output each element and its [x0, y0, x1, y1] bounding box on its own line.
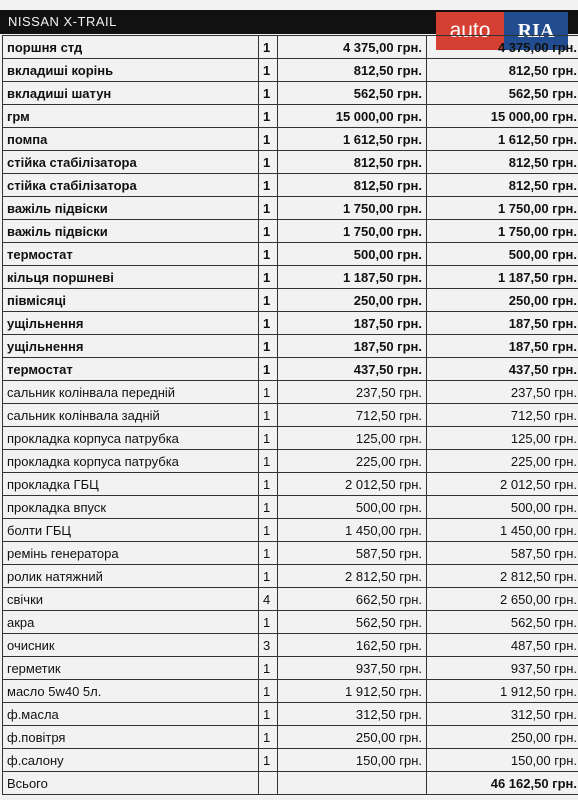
item-qty: 1	[259, 565, 278, 588]
table-row	[3, 473, 578, 496]
item-name: сальник колінвала передній	[3, 381, 259, 404]
item-qty: 1	[259, 128, 278, 151]
item-price: 1 750,00 грн.	[278, 220, 427, 243]
item-total: 500,00 грн.	[427, 496, 578, 519]
table-row	[3, 588, 578, 611]
item-qty: 1	[259, 404, 278, 427]
table-row	[3, 36, 578, 59]
item-name: прокладка впуск	[3, 496, 259, 519]
grand-total: 46 162,50 грн.	[427, 772, 578, 795]
item-price: 125,00 грн.	[278, 427, 427, 450]
item-total: 187,50 грн.	[427, 335, 578, 358]
item-total: 487,50 грн.	[427, 634, 578, 657]
item-name: важіль підвіски	[3, 220, 259, 243]
item-name: ф.повітря	[3, 726, 259, 749]
table-row	[3, 335, 578, 358]
item-price: 712,50 грн.	[278, 404, 427, 427]
item-price: 250,00 грн.	[278, 289, 427, 312]
item-total: 1 750,00 грн.	[427, 197, 578, 220]
item-qty: 1	[259, 657, 278, 680]
item-total: 15 000,00 грн.	[427, 105, 578, 128]
table-row	[3, 266, 578, 289]
item-qty: 1	[259, 36, 278, 59]
item-qty: 4	[259, 588, 278, 611]
item-qty: 1	[259, 358, 278, 381]
table-row	[3, 519, 578, 542]
item-name: ущільнення	[3, 312, 259, 335]
table-row	[3, 128, 578, 151]
item-total: 500,00 грн.	[427, 243, 578, 266]
item-price: 187,50 грн.	[278, 335, 427, 358]
item-total: 812,50 грн.	[427, 174, 578, 197]
item-name: вкладиші корінь	[3, 59, 259, 82]
item-qty: 1	[259, 312, 278, 335]
table-row	[3, 427, 578, 450]
item-total: 225,00 грн.	[427, 450, 578, 473]
item-qty: 1	[259, 611, 278, 634]
item-total: 2 812,50 грн.	[427, 565, 578, 588]
total-price-cell	[278, 772, 427, 795]
item-total: 187,50 грн.	[427, 312, 578, 335]
table-row	[3, 358, 578, 381]
item-qty: 1	[259, 266, 278, 289]
table-row	[3, 381, 578, 404]
item-name: грм	[3, 105, 259, 128]
table-row	[3, 634, 578, 657]
item-total: 587,50 грн.	[427, 542, 578, 565]
item-name: свічки	[3, 588, 259, 611]
item-qty: 1	[259, 243, 278, 266]
item-price: 150,00 грн.	[278, 749, 427, 772]
parts-table	[2, 35, 578, 795]
item-qty: 1	[259, 703, 278, 726]
item-price: 312,50 грн.	[278, 703, 427, 726]
item-price: 662,50 грн.	[278, 588, 427, 611]
item-total: 1 612,50 грн.	[427, 128, 578, 151]
table-row	[3, 243, 578, 266]
item-price: 237,50 грн.	[278, 381, 427, 404]
item-price: 1 750,00 грн.	[278, 197, 427, 220]
item-total: 250,00 грн.	[427, 289, 578, 312]
item-total: 812,50 грн.	[427, 151, 578, 174]
table-row	[3, 312, 578, 335]
item-total: 4 375,00 грн.	[427, 36, 578, 59]
item-total: 237,50 грн.	[427, 381, 578, 404]
item-price: 1 612,50 грн.	[278, 128, 427, 151]
table-row	[3, 703, 578, 726]
item-qty: 1	[259, 749, 278, 772]
table-row	[3, 197, 578, 220]
table-row	[3, 220, 578, 243]
table-row	[3, 151, 578, 174]
table-row	[3, 726, 578, 749]
item-qty: 1	[259, 519, 278, 542]
item-qty: 1	[259, 105, 278, 128]
item-price: 187,50 грн.	[278, 312, 427, 335]
item-name: кільця поршневі	[3, 266, 259, 289]
item-name: прокладка корпуса патрубка	[3, 450, 259, 473]
item-name: термостат	[3, 243, 259, 266]
item-price: 562,50 грн.	[278, 82, 427, 105]
item-price: 4 375,00 грн.	[278, 36, 427, 59]
item-total: 2 012,50 грн.	[427, 473, 578, 496]
item-name: герметик	[3, 657, 259, 680]
item-price: 162,50 грн.	[278, 634, 427, 657]
item-name: ремінь генератора	[3, 542, 259, 565]
table-row	[3, 565, 578, 588]
item-total: 150,00 грн.	[427, 749, 578, 772]
item-qty: 1	[259, 197, 278, 220]
item-qty: 1	[259, 427, 278, 450]
item-price: 15 000,00 грн.	[278, 105, 427, 128]
item-qty: 1	[259, 335, 278, 358]
item-price: 250,00 грн.	[278, 726, 427, 749]
table-row	[3, 611, 578, 634]
item-name: ролик натяжний	[3, 565, 259, 588]
item-price: 812,50 грн.	[278, 174, 427, 197]
item-name: прокладка корпуса патрубка	[3, 427, 259, 450]
item-qty: 1	[259, 59, 278, 82]
logo-ria: RIA	[504, 12, 568, 50]
item-total: 712,50 грн.	[427, 404, 578, 427]
table-row	[3, 542, 578, 565]
item-qty: 1	[259, 473, 278, 496]
item-total: 562,50 грн.	[427, 82, 578, 105]
total-label: Всього	[3, 772, 259, 795]
item-qty: 1	[259, 496, 278, 519]
sheet-title: NISSAN X-TRAIL	[8, 14, 117, 29]
item-name: ф.салону	[3, 749, 259, 772]
item-name: болти ГБЦ	[3, 519, 259, 542]
item-name: термостат	[3, 358, 259, 381]
item-name: масло 5w40 5л.	[3, 680, 259, 703]
item-total: 812,50 грн.	[427, 59, 578, 82]
item-total: 1 450,00 грн.	[427, 519, 578, 542]
item-price: 1 912,50 грн.	[278, 680, 427, 703]
item-price: 1 187,50 грн.	[278, 266, 427, 289]
item-qty: 1	[259, 542, 278, 565]
table-row	[3, 657, 578, 680]
item-qty: 1	[259, 151, 278, 174]
item-total: 562,50 грн.	[427, 611, 578, 634]
table-row	[3, 59, 578, 82]
item-price: 500,00 грн.	[278, 243, 427, 266]
item-name: стійка стабілізатора	[3, 151, 259, 174]
table-row	[3, 680, 578, 703]
item-qty: 1	[259, 289, 278, 312]
item-price: 937,50 грн.	[278, 657, 427, 680]
item-price: 562,50 грн.	[278, 611, 427, 634]
item-name: ф.масла	[3, 703, 259, 726]
item-name: важіль підвіски	[3, 197, 259, 220]
table-row	[3, 289, 578, 312]
item-name: півмісяці	[3, 289, 259, 312]
item-total: 2 650,00 грн.	[427, 588, 578, 611]
item-price: 1 450,00 грн.	[278, 519, 427, 542]
item-price: 812,50 грн.	[278, 59, 427, 82]
item-name: помпа	[3, 128, 259, 151]
table-row	[3, 496, 578, 519]
item-total: 250,00 грн.	[427, 726, 578, 749]
item-total: 1 750,00 грн.	[427, 220, 578, 243]
item-qty: 1	[259, 220, 278, 243]
table-row	[3, 450, 578, 473]
item-qty: 1	[259, 381, 278, 404]
item-total: 1 912,50 грн.	[427, 680, 578, 703]
table-row	[3, 404, 578, 427]
item-name: поршня стд	[3, 36, 259, 59]
item-name: стійка стабілізатора	[3, 174, 259, 197]
item-total: 312,50 грн.	[427, 703, 578, 726]
item-total: 1 187,50 грн.	[427, 266, 578, 289]
table-row	[3, 82, 578, 105]
item-name: ущільнення	[3, 335, 259, 358]
item-price: 225,00 грн.	[278, 450, 427, 473]
item-price: 812,50 грн.	[278, 151, 427, 174]
item-qty: 1	[259, 450, 278, 473]
table-row	[3, 105, 578, 128]
item-name: вкладиші шатун	[3, 82, 259, 105]
item-name: очисник	[3, 634, 259, 657]
table-row	[3, 174, 578, 197]
item-price: 437,50 грн.	[278, 358, 427, 381]
item-total: 937,50 грн.	[427, 657, 578, 680]
logo-auto: auto	[436, 12, 504, 50]
item-price: 2 012,50 грн.	[278, 473, 427, 496]
item-price: 500,00 грн.	[278, 496, 427, 519]
item-price: 587,50 грн.	[278, 542, 427, 565]
item-name: сальник колінвала задній	[3, 404, 259, 427]
item-name: прокладка ГБЦ	[3, 473, 259, 496]
item-qty: 1	[259, 82, 278, 105]
total-qty-cell	[259, 772, 278, 795]
item-price: 2 812,50 грн.	[278, 565, 427, 588]
item-qty: 1	[259, 680, 278, 703]
item-qty: 1	[259, 726, 278, 749]
table-row	[3, 749, 578, 772]
item-qty: 3	[259, 634, 278, 657]
item-total: 437,50 грн.	[427, 358, 578, 381]
total-row	[3, 772, 578, 795]
item-total: 125,00 грн.	[427, 427, 578, 450]
item-qty: 1	[259, 174, 278, 197]
item-name: акра	[3, 611, 259, 634]
